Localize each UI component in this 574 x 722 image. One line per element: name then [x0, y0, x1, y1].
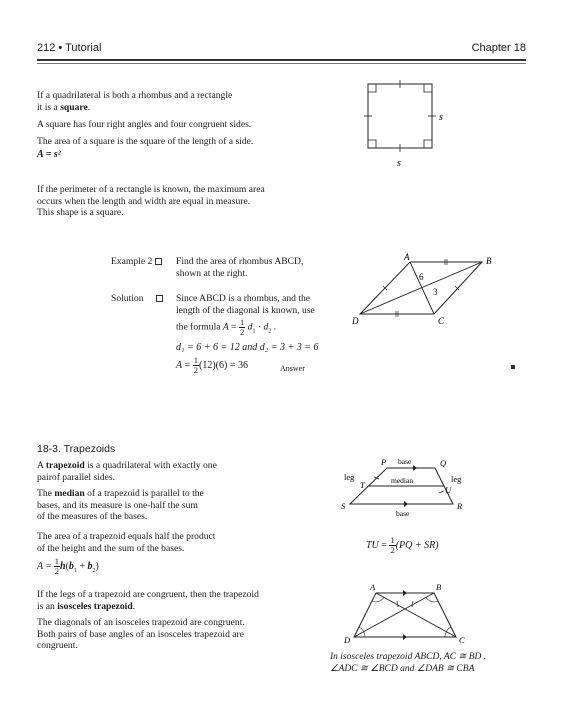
chapter-title: Chapter 18 [471, 42, 526, 54]
trapezoid-area-formula: A = $\frac{1}{2}$ $h(b_1 + b_2)$ [37, 556, 99, 576]
trapezoid-label-R: R [457, 501, 463, 511]
example-label: Example 2 [111, 256, 162, 267]
solution-text: Since ABCD is a rhombus, and the length of the diagonal is known, use [176, 293, 315, 316]
square-area-formula: A = s² [37, 149, 61, 160]
header-rule [37, 59, 526, 61]
checkbox-icon [155, 258, 162, 265]
area-computation: A = $\frac{1}{2}$ (12)(6) = 36 [176, 355, 248, 375]
trapezoid-figure [330, 456, 480, 534]
running-header-left: 212 • Tutorial [37, 42, 102, 54]
trapezoid-label-U: U [445, 485, 452, 495]
perimeter-paragraph: If the perimeter of a rectangle is known, the maximum area occurs when the length and width are equal in measure. This shape is a square. [37, 184, 265, 219]
trapezoid-label-base-top: base [398, 457, 412, 466]
rhombus-label-D: D [352, 316, 359, 326]
square-figure [355, 78, 465, 178]
isosceles-trapezoid-figure [340, 582, 470, 648]
square-area-text: The area of a square is the square of the length of a side. [37, 136, 254, 147]
trapezoid-definition: A trapezoid is a quadrilateral with exactly one pairof parallel sides. [37, 460, 217, 483]
rhombus-figure [330, 250, 505, 335]
trapezoid-label-leg-right: leg [451, 474, 462, 484]
iso-label-C: C [459, 635, 465, 645]
rhombus-formula: the formula A = $\frac{1}{2}$ $d_1 \cdot d_2$ . [176, 317, 277, 337]
trapezoid-label-median: median [391, 476, 414, 485]
diagonal-values: d₁ = 6 + 6 = 12 and d₂ = 3 + 3 = 6 [176, 342, 319, 353]
section-heading: 18-3. Trapezoids [37, 443, 116, 455]
trapezoid-label-T: T [360, 480, 365, 490]
term-square: square [60, 101, 88, 113]
trapezoid-area-text: The area of a trapezoid equals half the product of the height and the sum of the bases. [37, 531, 216, 554]
isosceles-properties: The diagonals of an isosceles trapezoid are congruent. Both pairs of base angles of an isosceles trapezoid are congruent. [37, 617, 245, 652]
header-rule-thin [37, 63, 526, 64]
rhombus-label-B: B [486, 256, 492, 266]
rhombus-label-six: 6 [419, 272, 424, 282]
example-problem: Find the area of rhombus ABCD, shown at the right. [176, 256, 304, 279]
isosceles-caption: In isosceles trapezoid ABCD, AC ≅ BD . ∠ADC ≅ ∠BCD and ∠DAB ≅ CBA [330, 652, 487, 674]
answer-label: Answer [280, 364, 305, 373]
term-median: median [54, 488, 85, 499]
median-definition: The median of a trapezoid is parallel to the bases, and its measure is one-half the sum of the measures of the bases. [37, 488, 204, 523]
trapezoid-label-S: S [341, 501, 346, 511]
trapezoid-label-base-bottom: base [396, 509, 410, 518]
square-label-s-bottom: s [397, 158, 401, 169]
median-formula: TU = $\frac{1}{2}$ (PQ + SR) [366, 535, 439, 555]
iso-label-D: D [344, 635, 351, 645]
trapezoid-label-Q: Q [440, 458, 447, 468]
square-property: A square has four right angles and four congruent sides. [37, 119, 252, 130]
isosceles-definition: If the legs of a trapezoid are congruent, then the trapezoid is an isosceles trapezoid. [37, 589, 259, 612]
rhombus-label-C: C [438, 316, 445, 326]
square-label-s-side: s [439, 112, 443, 123]
solution-label: Solution [111, 293, 163, 304]
end-of-example-marker [511, 365, 515, 369]
term-isosceles-trapezoid: isosceles trapezoid [57, 600, 133, 612]
term-trapezoid: trapezoid [45, 460, 85, 471]
checkbox-icon [156, 295, 163, 302]
square-definition: If a quadrilateral is both a rhombus and a rectangle it is a square. [37, 90, 233, 113]
trapezoid-label-P: P [381, 457, 387, 467]
iso-label-B: B [436, 582, 442, 592]
rhombus-label-three: 3 [433, 287, 438, 297]
trapezoid-label-leg-left: leg [344, 472, 355, 482]
iso-label-A: A [370, 582, 376, 592]
rhombus-label-A: A [404, 252, 410, 262]
